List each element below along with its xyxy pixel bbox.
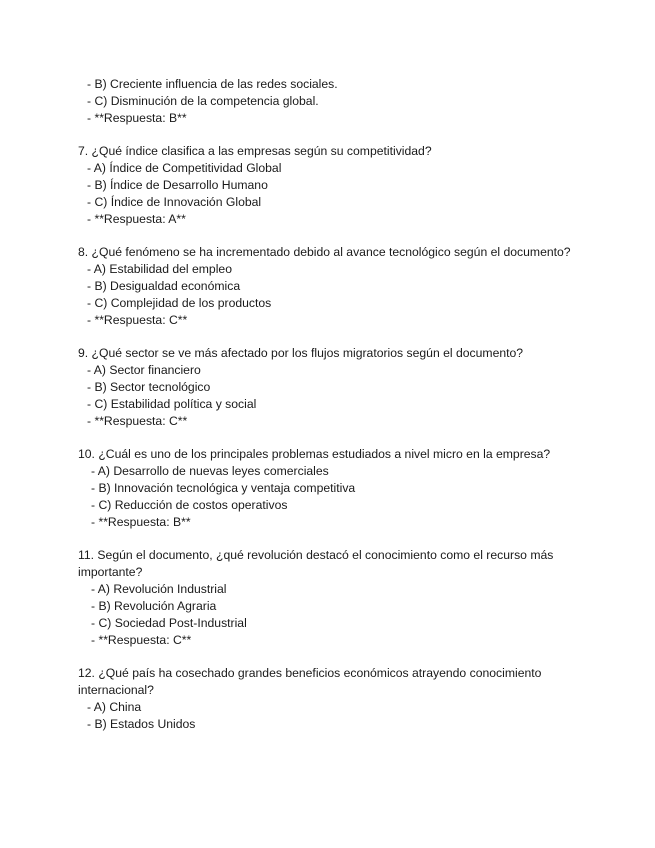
question-block-8 [78,244,598,329]
option-c: - C) Estabilidad política y social [87,397,257,411]
option-a: - A) China [87,700,142,714]
document-page [78,76,598,733]
question-block-9 [78,345,598,430]
option-a: - A) Desarrollo de nuevas leyes comerciales [91,464,329,478]
question-block-12 [78,665,598,733]
question-block-11 [78,547,598,649]
option-c: - C) Reducción de costos operativos [91,498,288,512]
question-text: 12. ¿Qué país ha cosechado grandes beneficios económicos atrayendo conocimiento internacional? [78,666,542,697]
answer-line: - **Respuesta: C** [91,633,192,647]
answer-line: - **Respuesta: B** [91,515,191,529]
option-a: - A) Índice de Competitividad Global [87,161,282,175]
answer-line: - **Respuesta: C** [87,313,188,327]
option-a: - A) Estabilidad del empleo [87,262,232,276]
question-block-7 [78,143,598,228]
answer-line: - **Respuesta: C** [87,414,188,428]
option-c: - C) Índice de Innovación Global [87,195,262,209]
question-block-6 [78,76,598,127]
option-c: - C) Sociedad Post-Industrial [91,616,247,630]
question-text: 7. ¿Qué índice clasifica a las empresas según su competitividad? [78,144,432,158]
option-b: - B) Innovación tecnológica y ventaja competitiva [91,481,356,495]
option-b: - B) Revolución Agraria [91,599,217,613]
question-text: 9. ¿Qué sector se ve más afectado por los flujos migratorios según el documento? [78,346,524,360]
option-b: - B) Creciente influencia de las redes sociales. [87,77,338,91]
option-b: - B) Estados Unidos [87,717,196,731]
answer-line: - **Respuesta: A** [87,212,186,226]
question-text: 10. ¿Cuál es uno de los principales problemas estudiados a nivel micro en la empresa? [78,447,551,461]
option-c: - C) Complejidad de los productos [87,296,272,310]
option-b: - B) Índice de Desarrollo Humano [87,178,268,192]
question-text: 11. Según el documento, ¿qué revolución destacó el conocimiento como el recurso más importante? [78,548,554,579]
option-a: - A) Sector financiero [87,363,201,377]
option-b: - B) Sector tecnológico [87,380,211,394]
question-text: 8. ¿Qué fenómeno se ha incrementado debido al avance tecnológico según el documento? [78,245,571,259]
answer-line: - **Respuesta: B** [87,111,187,125]
option-b: - B) Desigualdad económica [87,279,241,293]
option-c: - C) Disminución de la competencia global. [87,94,319,108]
option-a: - A) Revolución Industrial [91,582,227,596]
question-block-10 [78,446,598,531]
